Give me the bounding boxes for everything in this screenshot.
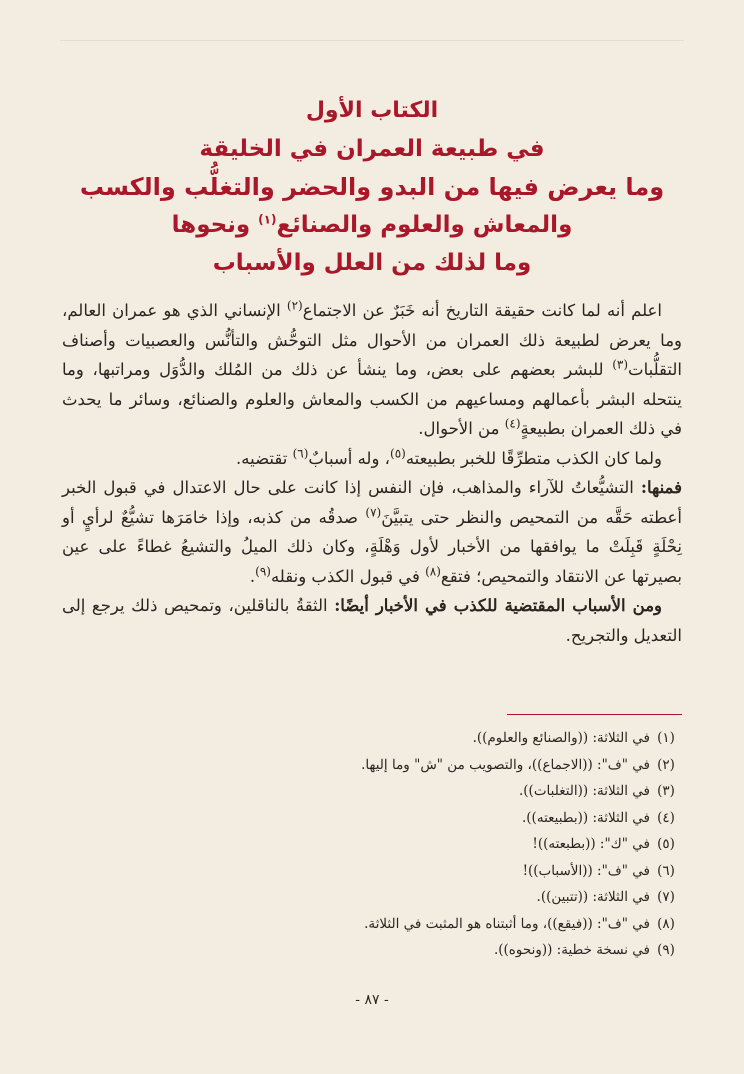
heading-line-5: وما لذلك من العلل والأسباب bbox=[212, 250, 532, 276]
book-title: الكتاب الأول bbox=[305, 98, 439, 123]
paragraph-3 bbox=[62, 473, 682, 591]
p3-text-c: في قبول الكذب ونقله bbox=[270, 566, 426, 586]
footnote-text: في "ك": ((بطبعته))! bbox=[532, 836, 650, 852]
p3-text-d: . bbox=[249, 566, 256, 586]
footnote-ref-9[interactable]: (٩) bbox=[255, 564, 271, 578]
footnote-ref-6[interactable]: (٦) bbox=[292, 446, 309, 460]
heading-line-4 bbox=[62, 206, 682, 244]
p1-text-a: اعلم أنه لما كانت حقيقة التاريخ أنه خَبَرٌ عن الاجتماع bbox=[302, 301, 662, 320]
footnote-separator bbox=[507, 714, 682, 715]
footnote-item bbox=[62, 937, 682, 964]
footnote-ref-8[interactable]: (٨) bbox=[425, 564, 441, 578]
footnote-item bbox=[62, 858, 682, 885]
p1-text-d: من الأحوال. bbox=[418, 419, 505, 438]
footnote-number: (٤) bbox=[657, 809, 675, 826]
footnote-item bbox=[62, 725, 682, 752]
heading-line-4-text: والمعاش والعلوم والصنائع bbox=[276, 212, 573, 238]
heading-line-3: وما يعرض فيها من البدو والحضر والتغلُّب والكسب bbox=[79, 173, 665, 201]
main-text bbox=[62, 296, 682, 650]
p2-text-b: ، وله أسبابٌ bbox=[308, 448, 390, 468]
footnote-text: في "ف": ((فيقع))، وما أثبتناه هو المثبت في الثلاثة. bbox=[364, 915, 650, 932]
footnote-item bbox=[62, 778, 682, 805]
footnote-ref-5[interactable]: (٥) bbox=[390, 446, 406, 460]
footnote-number: (٨) bbox=[657, 915, 675, 932]
p3-text-a: التشيُّعاتُ للآراء والمذاهب، فإن النفس إذا كانت على حال الاعتدال في قبول الخبر أعطته حَقَّه من التمحيص والنظر حتى يتبيَّنَ bbox=[62, 478, 682, 527]
p3-lead: فمنها: bbox=[640, 478, 682, 497]
footnote-item bbox=[62, 805, 682, 832]
footnote-text: في نسخة خطية: ((ونحوه)). bbox=[493, 942, 650, 958]
p2-text-c: تقتضيه. bbox=[236, 448, 293, 468]
paragraph-1 bbox=[62, 296, 682, 444]
footnote-item bbox=[62, 911, 682, 938]
p4-lead: ومن الأسباب المقتضية للكذب في الأخبار أيضًا: bbox=[334, 596, 662, 615]
footnote-ref-1[interactable]: (١) bbox=[258, 212, 277, 227]
p3-text-b: صدقُه من كذبه، وإذا خامَرَها تشيُّعٌ لرأيٍ أو نِحْلَةٍ قَبِلَتْ ما يوافقها من الأخبار لأول وَهْلَةٍ، وكان ذلك الميلُ والتشيعُ غطاءً على عين بصيرتها عن الانتقاد والتمحيص؛ فتقع bbox=[62, 507, 682, 586]
footnote-number: (٢) bbox=[657, 756, 675, 773]
footnote-number: (٧) bbox=[657, 889, 675, 905]
footnote-ref-2[interactable]: (٢) bbox=[286, 298, 303, 313]
footnote-text: في "ف": ((الاجماع))، والتصويب من "ش" وما إليها. bbox=[361, 756, 650, 773]
footnote-text: في الثلاثة: ((التغلبات)). bbox=[519, 783, 650, 799]
footnote-number: (٦) bbox=[657, 862, 675, 879]
footnote-text: في "ف": ((الأسباب))! bbox=[522, 862, 650, 879]
footnote-number: (١) bbox=[657, 730, 675, 746]
heading-line-4-tail: ونحوها bbox=[171, 212, 251, 238]
footnote-number: (٥) bbox=[657, 836, 675, 852]
footnote-item bbox=[62, 884, 682, 911]
footnote-number: (٣) bbox=[657, 783, 675, 799]
footnote-item bbox=[62, 831, 682, 858]
footnote-ref-4[interactable]: (٤) bbox=[504, 416, 521, 431]
footnote-item bbox=[62, 752, 682, 779]
footnote-text: في الثلاثة: ((والصنائع والعلوم)). bbox=[472, 730, 650, 746]
footnote-ref-7[interactable]: (٧) bbox=[365, 505, 382, 519]
p2-text-a: ولما كان الكذب متطرِّقًا للخبر بطبيعته bbox=[405, 448, 662, 468]
footnote-number: (٩) bbox=[657, 942, 675, 958]
footnotes bbox=[62, 725, 682, 964]
chapter-heading-block bbox=[62, 92, 682, 282]
footnote-ref-3[interactable]: (٣) bbox=[612, 357, 629, 372]
page-number: - ٨٧ - bbox=[355, 992, 389, 1008]
bleed-through-shadow bbox=[60, 40, 684, 41]
footnote-text: في الثلاثة: ((تتبين)). bbox=[536, 889, 650, 905]
p4-text-a: الثقةُ بالناقلين، وتمحيص ذلك يرجع إلى التعديل والتجريح. bbox=[62, 596, 682, 645]
footnote-text: في الثلاثة: ((بطبيعته)). bbox=[522, 809, 650, 826]
p1-text-b: الإنساني الذي هو عمران العالم، وما يعرض لطبيعة ذلك العمران من الأحوال مثل التوحُّش والتأنُّس والعصبيات وأصناف التقلُّبات bbox=[62, 301, 682, 379]
paragraph-4 bbox=[62, 591, 682, 650]
paragraph-2 bbox=[62, 444, 682, 474]
heading-line-2: في طبيعة العمران في الخليقة bbox=[199, 136, 545, 162]
p1-text-c: للبشر بعضهم على بعض، وما ينشأ عن ذلك من المُلك والدُّوَل ومراتبها، وما ينتحله البشر بأعمالهم ومساعيهم من الكسب والمعاش والعلوم والصنائع، وسائر ما يحدث في ذلك العمران بطبيعةٍ bbox=[62, 360, 682, 438]
